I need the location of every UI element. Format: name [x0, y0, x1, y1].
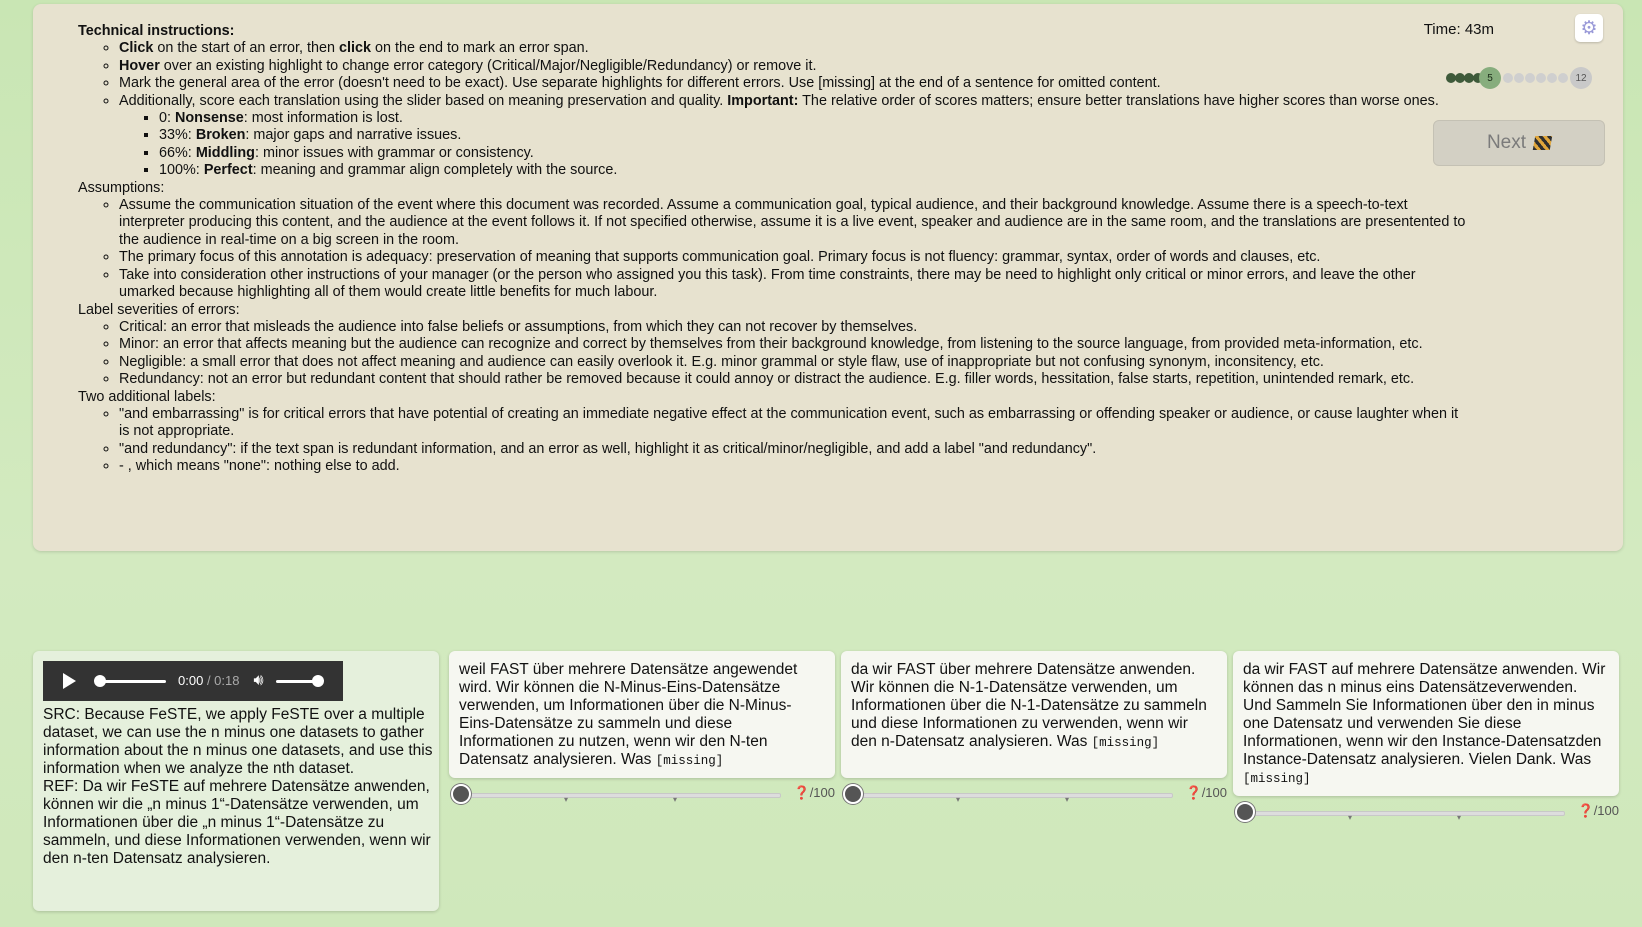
slider-tick: ▾: [1065, 795, 1070, 804]
instructions-panel: [33, 4, 1623, 551]
slider-tick: ▾: [564, 795, 569, 804]
construction-barrier-icon: [1533, 136, 1552, 150]
translation-text[interactable]: da wir FAST über mehrere Datensätze anwenden. Wir können die N-1-Datensätze verwenden, um Informationen über die N-1-Datensätze zu sammeln und diese Informationen zu verwenden, wenn wir den n-Datensatz analysieren. Was: [851, 661, 1207, 750]
translation-text[interactable]: weil FAST über mehrere Datensätze angewendet wird. Wir können die N-Minus-Eins-Datensätze verwenden, um Informationen über die N-Minus-Eins-Datensätze zu sammeln und diese Informationen zu nutzen, wenn wir den N-ten Datensatz analysieren. Was: [459, 661, 798, 768]
progress-indicator: [1446, 67, 1594, 89]
progress-dot: [1514, 73, 1524, 83]
list-item: ▪ 0: Nonsense: most information is lost.: [159, 110, 1468, 127]
list-item: ◦ Click on the start of an error, then click on the end to mark an error span.: [119, 40, 1468, 57]
slider-tick: ▾: [673, 795, 678, 804]
slider-tick: ▾: [956, 795, 961, 804]
audio-time: 0:00 / 0:18: [178, 673, 240, 688]
ref-segment: REF: Da wir FeSTE auf mehrere Datensätze anwenden, können wir die „n minus 1“-Datensätze verwenden, um Informationen über die „n minus 1“-Datensätze zu sammeln, und diese Informationen verwenden, wenn wir den n-ten Datensatz analysieren.: [43, 778, 431, 867]
score-slider-track[interactable]: [1245, 811, 1565, 822]
list-item: ◦ The primary focus of this annotation is adequacy: preservation of meaning that supports communication goal. Primary focus is not fluency: grammar, syntax, order of words and clauses, etc.: [119, 249, 1468, 266]
score-slider-row: [449, 783, 835, 805]
score-slider-handle[interactable]: [451, 784, 471, 804]
severities-title: Label severities of errors:: [78, 301, 240, 318]
list-item: ◦ Redundancy: not an error but redundant content that should rather be removed because it could annoy or distract the audience. E.g. filler words, hessitation, false starts, repetition, unintended remark, etc.: [119, 371, 1468, 388]
list-item: ◦ "and embarrassing" is for critical errors that have potential of creating an immediate negative effect at the communication event, such as embarrassing or offending speaker or audience, or cause laughter when it is not appropriate.: [119, 406, 1468, 441]
list-item: ◦ Take into consideration other instructions of your manager (or the person who assigned you this task). From time constraints, there may be need to highlight only critical or minor errors, and leave the other umarked because highlighting all of them would create little benefits for much labour.: [119, 267, 1468, 302]
play-icon[interactable]: [63, 673, 76, 689]
progress-current: 5: [1479, 67, 1501, 89]
volume-icon[interactable]: 🔊︎: [253, 672, 264, 689]
score-slider-handle[interactable]: [843, 784, 863, 804]
progress-dot: [1558, 73, 1568, 83]
translation-card[interactable]: [1233, 651, 1619, 796]
list-item: ◦ "and redundancy": if the text span is redundant information, and an error as well, highlight it as critical/minor/negligible, and add a label "and redundancy".: [119, 441, 1468, 458]
progress-total: 12: [1570, 67, 1592, 89]
list-item: ◦ Assume the communication situation of the event where this document was recorded. Assume a communication goal, typical audience, and their background knowledge. Assume there is a speech-to-text interpreter producing this content, and the audience at the event follows it. If not specified otherwise, assume it is a live event, speaker and audience are in the same room, and the translations are presentented to the audience in real-time on a big screen in the room.: [119, 197, 1468, 249]
additional-labels-list: [78, 406, 1468, 476]
score-value: ❓/100: [1185, 785, 1227, 800]
progress-dot: [1525, 73, 1535, 83]
technical-instructions-title: Technical instructions:: [78, 23, 235, 39]
missing-marker[interactable]: [missing]: [655, 754, 724, 768]
additional-labels-title: Two additional labels:: [78, 388, 216, 405]
gear-icon[interactable]: ⚙: [1575, 14, 1603, 42]
instructions-text: [78, 23, 1468, 476]
score-slider-track[interactable]: [853, 793, 1173, 804]
audio-player[interactable]: [43, 661, 343, 701]
next-button-label: Next: [1486, 132, 1527, 153]
score-value: ❓/100: [793, 785, 835, 800]
list-item: ◦ Additionally, score each translation using the slider based on meaning preservation and quality. Important: The relative order of scores matters; ensure better translations have higher scores than worse ones. ▪ 0: Nonsense: most information is lost. ▪ 33%: Broken: major gaps and narrative issues. ▪ 66%: Middling: minor issues with grammar or consistency. ▪ 100%: Perfect: meaning and grammar align completely with the source.: [119, 93, 1468, 180]
missing-marker[interactable]: [missing]: [1243, 772, 1311, 786]
list-item: ▪ 66%: Middling: minor issues with grammar or consistency.: [159, 145, 1468, 162]
list-item: ◦ Critical: an error that misleads the audience into false beliefs or assumptions, from which they can not recover by themselves.: [119, 319, 1468, 336]
list-item: ◦ Mark the general area of the error (doesn't need to be exact). Use separate highlights for different errors. Use [missing] at the end of a sentence for omitted content.: [119, 75, 1468, 92]
score-slider-row: [1233, 801, 1619, 823]
progress-dot: [1547, 73, 1557, 83]
audio-seek-bar[interactable]: [98, 680, 166, 683]
src-segment: SRC: Because FeSTE, we apply FeSTE over a multiple dataset, we can use the n minus one datasets to gather information about the n minus one datasets, and use this information when we analyze the nth dataset.: [43, 706, 433, 777]
translation-card[interactable]: [449, 651, 835, 778]
source-card: [33, 651, 439, 911]
list-item: ◦ Negligible: a small error that does not affect meaning and audience can easily overlook it. E.g. minor grammal or style flaw, use of inappropriate but not confusing synonym, inconsitency, etc.: [119, 354, 1468, 371]
score-scale-list: [119, 110, 1468, 180]
assumptions-title: Assumptions:: [78, 179, 165, 196]
severities-list: [78, 319, 1468, 389]
slider-tick: ▾: [1348, 813, 1353, 822]
score-slider-track[interactable]: [461, 793, 781, 804]
score-value: ❓/100: [1577, 803, 1619, 818]
translation-card[interactable]: [841, 651, 1227, 778]
score-slider-handle[interactable]: [1235, 802, 1255, 822]
slider-tick: ▾: [1457, 813, 1462, 822]
missing-marker[interactable]: [missing]: [1091, 736, 1160, 750]
list-item: ◦ Hover over an existing highlight to change error category (Critical/Major/Negligible/Redundancy) or remove it.: [119, 58, 1468, 75]
list-item: ◦ Minor: an error that affects meaning but the audience can recognize and correct by themselves from their background knowledge, from listening to the source language, from provided meta-information, etc.: [119, 336, 1468, 353]
next-button[interactable]: [1433, 120, 1605, 166]
score-slider-row: [841, 783, 1227, 805]
progress-dot: [1536, 73, 1546, 83]
volume-slider[interactable]: [276, 680, 318, 683]
progress-dot: [1503, 73, 1513, 83]
assumptions-list: [78, 197, 1468, 301]
time-elapsed: Time: 43m: [1423, 21, 1494, 38]
list-item: ▪ 100%: Perfect: meaning and grammar align completely with the source.: [159, 162, 1468, 179]
technical-instructions-list: [78, 40, 1468, 179]
source-text: [43, 706, 433, 868]
translation-text[interactable]: da wir FAST auf mehrere Datensätze anwenden. Wir können das n minus eins Datensätzeverwenden. Und Sammeln Sie Informationen über den in minus one Datensatz und verwenden Sie diese Informationen, wenn wir den Instance-Datensatzden Instance-Datensatz analysieren. Vielen Dank. Was: [1243, 661, 1606, 768]
list-item: ▪ 33%: Broken: major gaps and narrative issues.: [159, 127, 1468, 144]
list-item: ◦ - , which means "none": nothing else to add.: [119, 458, 1468, 475]
